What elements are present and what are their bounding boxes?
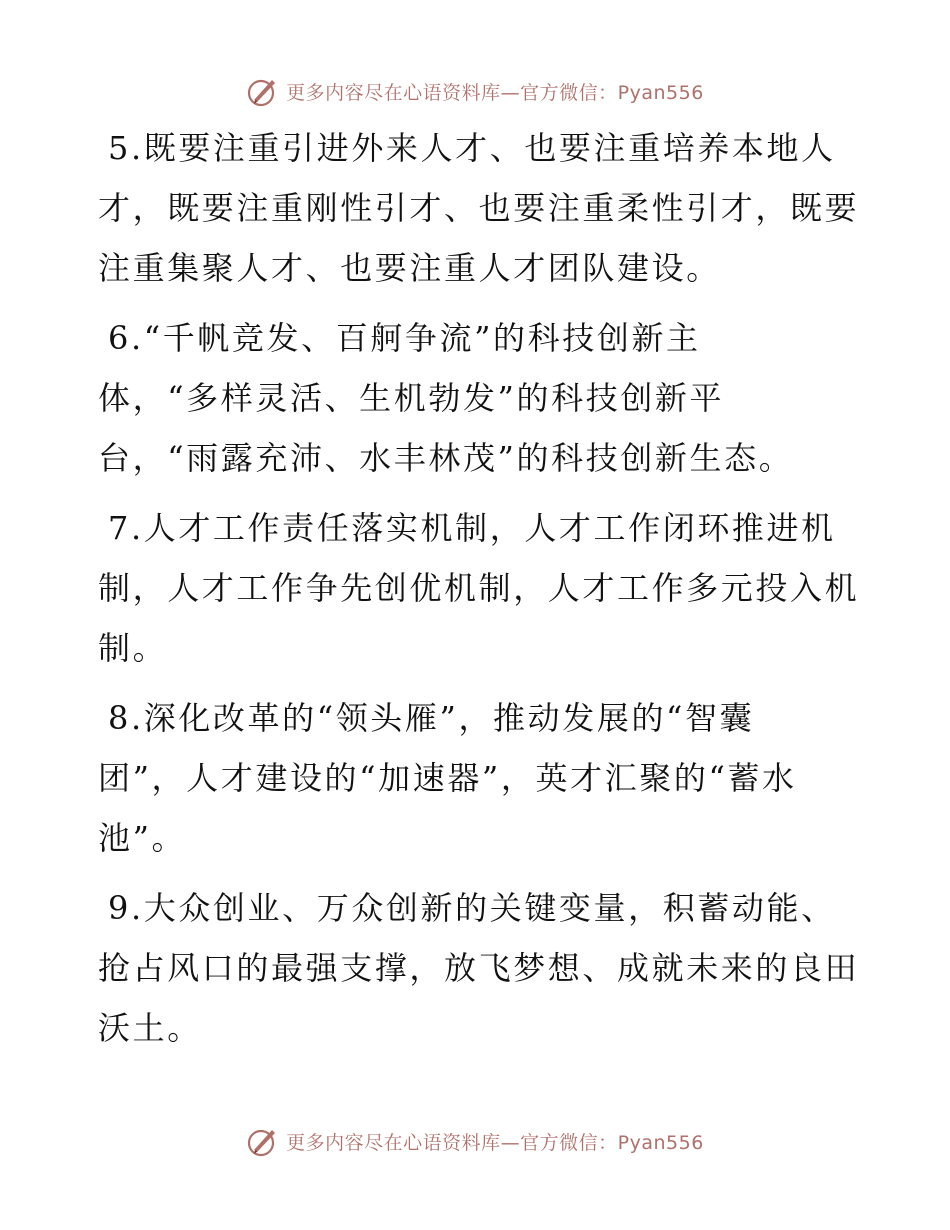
paragraph-line: 抢占风口的最强支撑，放飞梦想、成就未来的良田	[98, 949, 860, 987]
paragraph-line: 才，既要注重刚性引才、也要注重柔性引才，既要	[98, 189, 860, 227]
header-brand-text: 更多内容尽在心语资料库—官方微信：Pyan556	[286, 81, 704, 104]
paragraph-line: 池”。	[98, 819, 187, 857]
paragraph-line: 体，“多样灵活、生机勃发”的科技创新平	[98, 379, 725, 417]
paragraph-6	[98, 308, 850, 488]
paragraph-7	[98, 498, 860, 678]
paragraph-line: 6.“千帆竞发、百舸争流”的科技创新主	[108, 319, 701, 357]
paragraph-line: 8.深化改革的“领头雁”，推动发展的“智囊	[108, 699, 755, 737]
quill-pen-logo-icon	[246, 74, 280, 108]
paragraph-line: 注重集聚人才、也要注重人才团队建设。	[98, 249, 721, 287]
paragraph-line: 制。	[98, 629, 168, 667]
paragraph-line: 5.既要注重引进外来人才、也要注重培养本地人	[108, 129, 836, 167]
footer-brand-text: 更多内容尽在心语资料库—官方微信：Pyan556	[286, 1131, 704, 1154]
document-body	[98, 118, 860, 1068]
paragraph-8	[98, 688, 850, 868]
paragraph-line: 制，人才工作争先创优机制，人才工作多元投入机	[98, 569, 860, 607]
paragraph-9	[98, 878, 860, 1058]
header-banner	[0, 74, 950, 108]
paragraph-line: 7.人才工作责任落实机制，人才工作闭环推进机	[108, 509, 836, 547]
paragraph-line: 沃土。	[98, 1009, 202, 1047]
paragraph-line: 台，“雨露充沛、水丰林茂”的科技创新生态。	[98, 439, 794, 477]
paragraph-line: 团”，人才建设的“加速器”，英才汇聚的“蓄水	[98, 759, 797, 797]
paragraph-5	[98, 118, 860, 298]
paragraph-line: 9.大众创业、万众创新的关键变量，积蓄动能、	[108, 889, 836, 927]
quill-pen-logo-icon	[246, 1124, 280, 1158]
footer-banner	[0, 1124, 950, 1158]
